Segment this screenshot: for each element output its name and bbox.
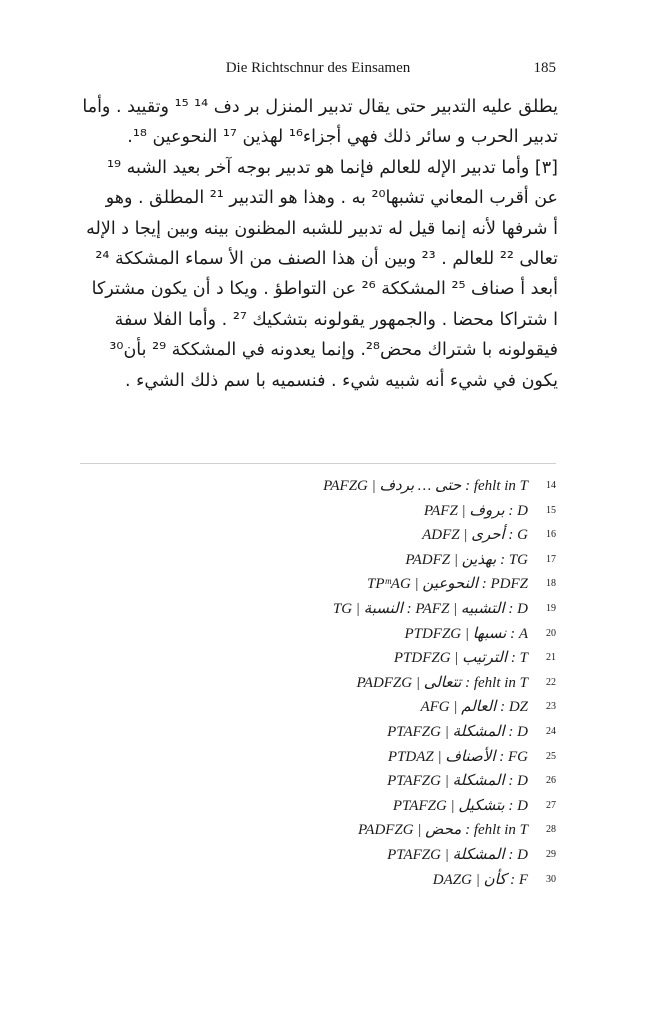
footnote-text: AFG | العالم : DZ bbox=[420, 699, 528, 716]
footnote-number: 27 bbox=[546, 799, 556, 811]
footnote-text: DAZG | كأن : F bbox=[432, 871, 528, 888]
apparatus-entry bbox=[80, 868, 556, 893]
footnote-number: 14 bbox=[546, 480, 556, 491]
apparatus-entry bbox=[80, 597, 556, 622]
footnote-number: 19 bbox=[546, 602, 556, 614]
text-line: عن أقرب المعاني تشبها²⁰ به . وهذا هو التدبير ²¹ المطلق . وهو bbox=[105, 188, 558, 209]
apparatus-entry bbox=[80, 745, 556, 770]
footnote-text: PTAFZG | المشكلة : D bbox=[387, 723, 528, 740]
footnote-text: TG | النسبة : PAFZ | التشبيه : D bbox=[332, 600, 528, 617]
footnote-text: PTAFZG | المشكلة : D bbox=[387, 846, 528, 863]
footnote-number: 30 bbox=[546, 873, 556, 885]
text-line: فيقولونه با شتراك محض²⁸. وإنما يعدونه في المشككة ²⁹ بأن³⁰ bbox=[109, 340, 558, 361]
apparatus-entry bbox=[80, 695, 556, 720]
arabic-body-text bbox=[80, 92, 558, 396]
apparatus-entry bbox=[80, 548, 556, 573]
footnote-text: PADFZG | تتعالى : fehlt in T bbox=[356, 674, 528, 691]
footnote-text: PTAFZG | المشكلة : D bbox=[387, 773, 528, 790]
footnote-text: ADFZ | أحرى : G bbox=[422, 527, 528, 544]
footnote-text: PADFZG | محض : fehlt in T bbox=[358, 822, 528, 839]
footnote-text: PTAFZG | بتشكيل : D bbox=[392, 797, 528, 814]
page-number: 185 bbox=[533, 60, 556, 76]
footnote-text: PTDFZG | الترتيب : T bbox=[393, 650, 528, 667]
footnote-number: 22 bbox=[546, 676, 556, 688]
critical-apparatus bbox=[80, 474, 556, 892]
text-line: أبعد أ صناف ²⁵ المشككة ²⁶ عن التواطؤ . ويكا د أن يكون مشتركا bbox=[91, 279, 558, 300]
footnote-number: 29 bbox=[546, 848, 556, 860]
apparatus-entry bbox=[80, 818, 556, 843]
apparatus-entry bbox=[80, 622, 556, 647]
apparatus-entry bbox=[80, 646, 556, 671]
text-line: يكون في شيء أنه شبيه شيء . فنسميه با سم ذلك الشيء . bbox=[125, 370, 558, 391]
footnote-divider bbox=[80, 463, 556, 464]
page-header bbox=[80, 60, 556, 82]
apparatus-entry bbox=[80, 794, 556, 819]
text-line: تدبير الحرب و سائر ذلك فهي أجزاء¹⁶ لهذين ¹⁷ النحوعين ¹⁸. bbox=[127, 127, 558, 148]
apparatus-entry bbox=[80, 474, 556, 499]
apparatus-entry bbox=[80, 523, 556, 548]
footnote-number: 26 bbox=[546, 775, 556, 787]
text-line: يطلق عليه التدبير حتى يقال تدبير المنزل بر دف ¹⁴ ¹⁵ وتقييد . وأما bbox=[82, 97, 558, 117]
apparatus-entry bbox=[80, 720, 556, 745]
text-line: [٣] وأما تدبير الإله للعالم فإنما هو تدبير بوجه آخر بعيد الشبه ¹⁹ bbox=[106, 157, 558, 178]
footnote-number: 20 bbox=[546, 627, 556, 639]
footnote-number: 21 bbox=[546, 652, 556, 664]
footnote-text: PTDAZ | الأصناف : FG bbox=[387, 748, 528, 765]
apparatus-entry bbox=[80, 572, 556, 597]
footnote-number: 23 bbox=[546, 701, 556, 713]
footnote-number: 16 bbox=[546, 529, 556, 541]
footnote-number: 18 bbox=[546, 578, 556, 590]
apparatus-entry bbox=[80, 769, 556, 794]
text-line: تعالى ²² للعالم . ²³ وبين أن هذا الصنف من الأ سماء المشككة ²⁴ bbox=[95, 248, 558, 269]
footnote-text: PAFZ | بروف : D bbox=[423, 502, 528, 519]
apparatus-entry bbox=[80, 499, 556, 524]
apparatus-entry bbox=[80, 843, 556, 868]
footnote-text: PAFZG | حتى … بردف : fehlt in T bbox=[323, 478, 528, 494]
footnote-number: 15 bbox=[546, 504, 556, 516]
footnote-text: TPᵐAG | النحوعين : PDFZ bbox=[367, 576, 528, 593]
footnote-number: 25 bbox=[546, 750, 556, 762]
text-line: أ شرفها لأنه إنما قيل له تدبير للشبه المظنون بينه وبين إيجا د الإله bbox=[86, 218, 558, 239]
footnote-number: 24 bbox=[546, 725, 556, 737]
text-line: ا شتراكا محضا . والجمهور يقولونه بتشكيك ²⁷ . وأما الفلا سفة bbox=[114, 309, 558, 330]
footnote-text: PTDFZG | نسبها : A bbox=[404, 625, 528, 642]
footnote-number: 28 bbox=[546, 824, 556, 836]
apparatus-entry bbox=[80, 671, 556, 696]
footnote-number: 17 bbox=[546, 553, 556, 565]
running-title: Die Richtschnur des Einsamen bbox=[225, 60, 411, 76]
footnote-text: PADFZ | بهذين : TG bbox=[405, 551, 528, 568]
